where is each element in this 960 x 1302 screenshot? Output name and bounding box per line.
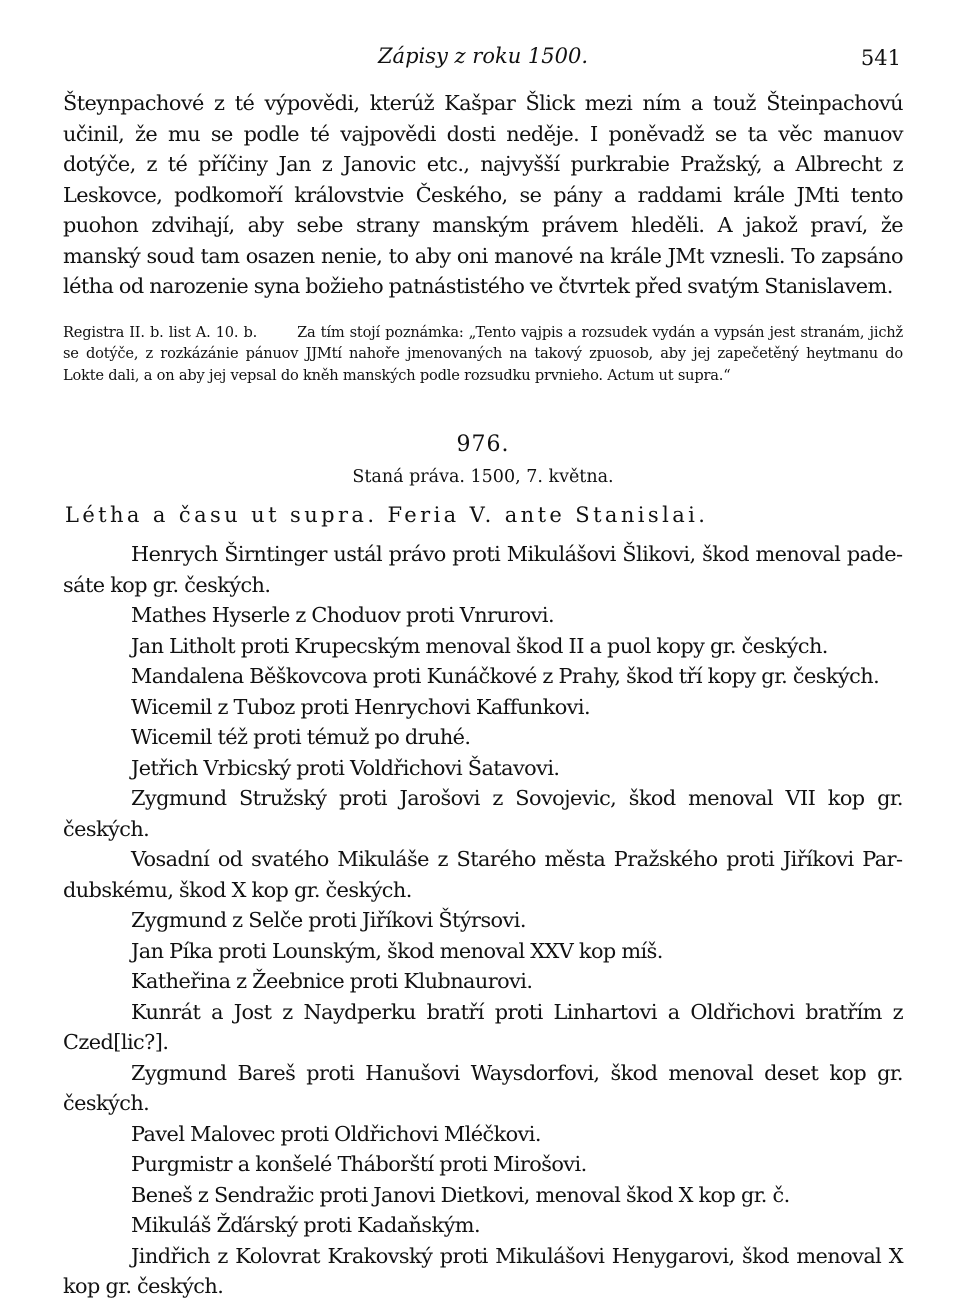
entry-line: Jetřich Vrbicský proti Voldřichovi Šatavovi. (131, 755, 560, 780)
entry-line: Vosadní od svatého Mikuláše z Starého města Pražského proti Jiříkovi Pardubskému, škod X kop gr. českých. (63, 847, 903, 902)
entry-line: Mikuláš Žďárský proti Kadaňským. (131, 1213, 481, 1238)
entry-subtitle: Staná práva. 1500, 7. května. (352, 467, 614, 488)
footnote-text: Za tím stojí poznámka: „Tento vajpis a rozsudek vydán a vypsán jest stranám, jichž se dotýče, z rozkázánie pánuov JJMtí nahoře jmenovaných na takový zpuosob, aby jej zapečetěný heytmanu do Lokte dali, a on aby jej vepsal do kněh manských podle rozsudku prvnieho. Actum ut supra.“ (63, 323, 903, 384)
entry-line: Purgmistr a konšelé Tháborští proti Mirošovi. (131, 1152, 587, 1177)
entry-line: Pavel Malovec proti Oldřichovi Mléčkovi. (131, 1121, 541, 1146)
page-number: 541 (860, 46, 901, 70)
running-head (63, 44, 903, 76)
entry-line: Zygmund Bareš proti Hanušovi Waysdorfovi, škod menoval deset kop gr. českých. (63, 1060, 903, 1116)
entry-line: Henrych Širntinger ustál právo proti Mikulášovi Šlikovi, škod menoval padesáte kop gr. českých. (63, 542, 903, 597)
footnote (63, 322, 903, 387)
entry-list (63, 539, 903, 1302)
entry-line: Mandalena Běškovcova proti Kunáčkové z Prahy, škod tří kopy gr. českých. (131, 664, 880, 689)
footnote-reference: Registra II. b. list A. 10. b. (63, 323, 258, 341)
entry-line: Wicemil z Tuboz proti Henrychovi Kaffunkovi. (131, 694, 591, 719)
entry-line: Jindřich z Kolovrat Krakovský proti Mikulášovi Henygarovi, škod menoval X kop gr. českých. (63, 1243, 903, 1299)
entry-number: 976. (456, 432, 510, 458)
entry-line: Mathes Hyserle z Choduov proti Vnrurovi. (131, 603, 555, 628)
entry-line: Jan Píka proti Lounským, škod menoval XXV kop míš. (131, 938, 663, 963)
entry-line: Zygmund z Selče proti Jiříkovi Štýrsovi. (131, 908, 526, 933)
entry-line: Kunrát a Jost z Naydperku bratří proti Linhartovi a Oldřichovi bratřím z Czed[lic?]. (63, 999, 903, 1055)
entry-dateline: Létha a času ut supra. Feria V. ante Stanislai. (65, 503, 709, 528)
entry-line: Wicemil též proti témuž po druhé. (131, 725, 471, 750)
entry-line: Beneš z Sendražic proti Janovi Dietkovi, menoval škod X kop gr. č. (131, 1182, 790, 1207)
running-head-title: Zápisy z roku 1500. (377, 44, 589, 68)
entry-line: Zygmund Stružský proti Jarošovi z Sovojevic, škod menoval VII kop gr. českých. (63, 786, 903, 841)
entry-line: Katheřina z Žeebnice proti Klubnaurovi. (131, 969, 533, 994)
continued-paragraph: Šteynpachové z té výpovědi, kterúž Kašpar Šlick mezi ním a touž Šteinpachovú učinil, že mu se podle té vajpovědi dosti neděje. I poněvadž se ta věc manuov dotýče, z té příčiny Jan z Janovic etc., najvyšší purkrabie Pražský, a Albrecht z Leskovce, podkomoří královstvie Českého, se pány a raddami krále JMti tento puohon zdvihají, aby sebe strany manským právem hleděli. A jakož praví, že manský soud tam osazen nenie, to aby oni manové na krále JMt vznesli. To zapsáno létha od narozenie syna božieho patnástistého ve čtvrtek před svatým Stanislavem. (63, 91, 903, 298)
entry-line: Jan Litholt proti Krupecským menoval škod II a puol kopy gr. českých. (131, 633, 828, 658)
book-page (63, 44, 903, 1302)
